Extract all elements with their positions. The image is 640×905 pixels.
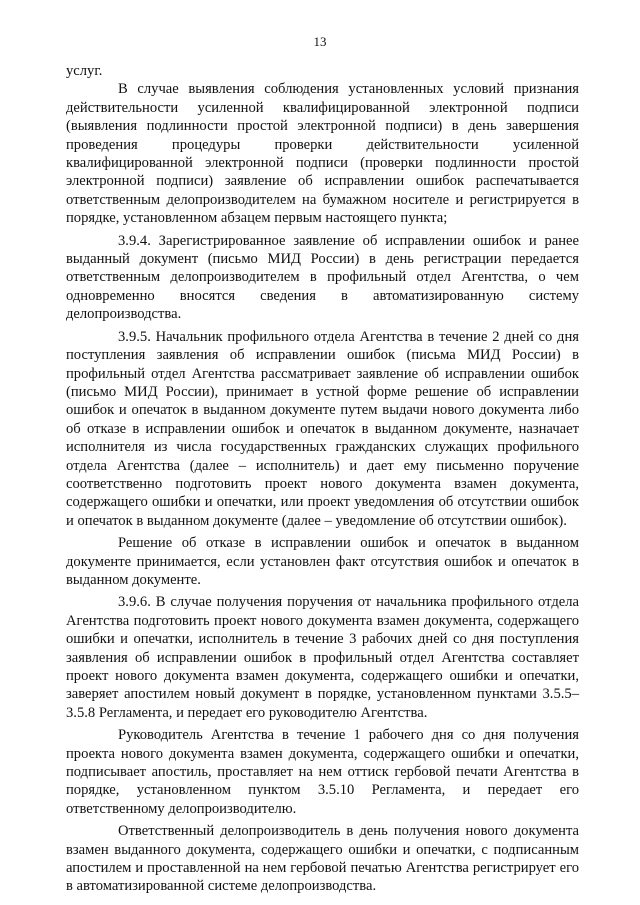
paragraph-3-9-6: 3.9.6. В случае получения поручения от начальника профильного отдела Агентства подготовить проект нового документа взамен документа, содержащего ошибки и опечатки, исполнитель в течение 3 рабочих дней со дня поступления заявления об исправлении ошибок в профильный отдел Агентства составляет проект нового документа взамен документа, содержащего ошибки и опечатки, заверяет апостилем новый документ в порядке, установленном пунктами 3.5.5–3.5.8 Регламента, и передает его руководителю Агентства. <box>66 594 579 721</box>
paragraph-refusal-decision: Решение об отказе в исправлении ошибок и опечаток в выданном документе принимается, если установлен факт отсутствия ошибок и опечаток в выданном документе. <box>66 535 579 588</box>
page-number: 13 <box>313 34 327 49</box>
body-text <box>66 62 579 896</box>
paragraph-3-9-4: 3.9.4. Зарегистрированное заявление об исправлении ошибок и ранее выданный документ (письмо МИД России) в день регистрации передается ответственным делопроизводителем в профильный отдел Агентства, о чем одновременно вносятся сведения в автоматизированную систему делопроизводства. <box>66 232 579 323</box>
paragraph-head-signs: Руководитель Агентства в течение 1 рабочего дня со дня получения проекта нового документа взамен документа, содержащего ошибки и опечатки, подписывает апостиль, проставляет на нем оттиск гербовой печати Агентства в порядке, установленном пунктом 3.5.10 Регламента, и передает его ответственному делопроизводителю. <box>66 727 579 817</box>
paragraph-signature-check: В случае выявления соблюдения установленных условий признания действительности усиленной квалифицированной электронной подписи (выявления подлинности простой электронной подписи) в день завершения проведения процедуры проверки действительности усиленной квалифицированной электронной подписи (проверки подлинности простой электронной подписи) заявление об исправлении ошибок распечатывается ответственным делопроизводителем на бумажном носителе и регистрируется в порядке, установленном абзацем первым настоящего пункта; <box>66 81 579 227</box>
paragraph-continuation: услуг. <box>66 63 103 79</box>
paragraph-registration: Ответственный делопроизводитель в день получения нового документа взамен выданного документа, содержащего ошибки и опечатки, с подписанным апостилем и проставленной на нем гербовой печатью Агентства регистрирует его в автоматизированной системе делопроизводства. <box>66 823 579 895</box>
paragraph-3-9-5: 3.9.5. Начальник профильного отдела Агентства в течение 2 дней со дня поступления заявления об исправлении ошибок (письма МИД России) в профильный отдел Агентства рассматривает заявление об исправлении ошибок (письмо МИД России), принимает в устной форме решение об исправлении ошибок и опечаток в выданном документе путем выдачи нового документа либо об отказе в исправлении ошибок и опечаток в выданном документе, назначает исполнителя из числа государственных гражданских служащих профильного отдела Агентства (далее – исполнитель) и дает ему письменно поручение соответственно подготовить проект нового документа взамен документа, содержащего ошибки и опечатки, или проект уведомления об отсутствии ошибок и опечаток в выданном документе (далее – уведомление об отсутствии ошибок). <box>66 328 579 529</box>
